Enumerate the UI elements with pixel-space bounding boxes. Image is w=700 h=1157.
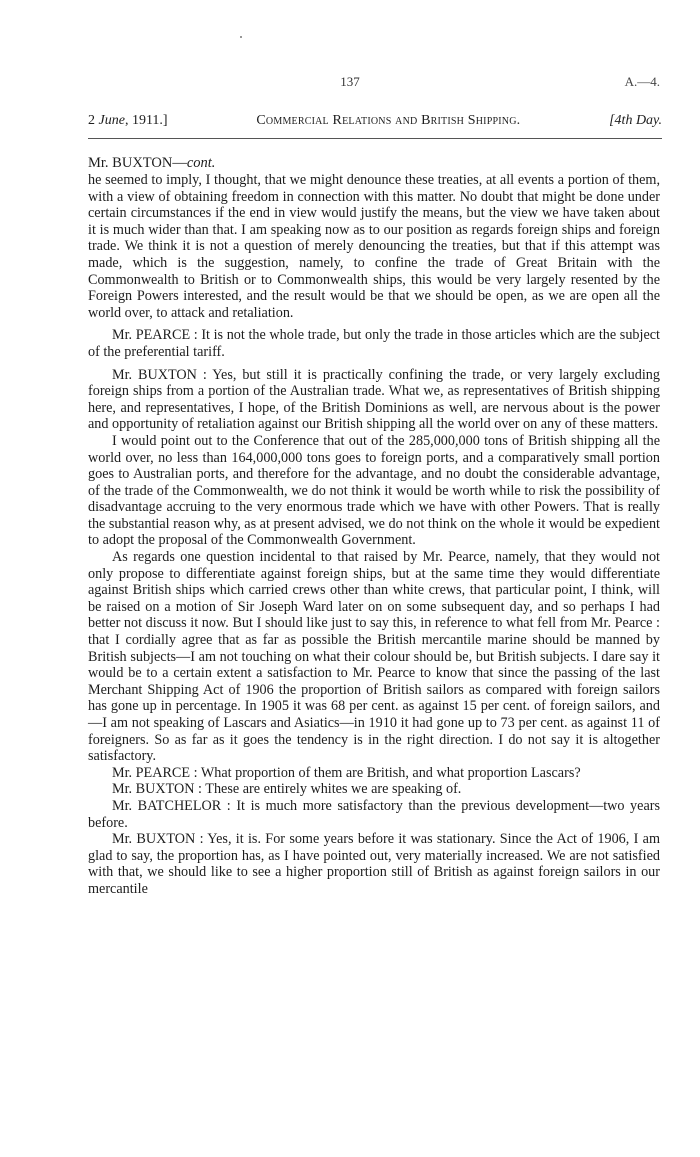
paragraph <box>88 549 660 765</box>
page-number: 137 <box>340 74 360 89</box>
paragraph-text: Yes, but still it is practically confining the trade, or very largely excluding foreign ships from a portion of the Australian trade. What we, as representatives of British shipping here, and representatives, I hope, of the British Dominions as well, are nervous about is the power and opportunity of retaliation against our British shipping all the world over on any of these matters. <box>88 366 660 433</box>
running-head-subject: Commercial Relations and British Shipping. <box>256 113 521 128</box>
paragraph-text: It is much more satisfactory than the previous development—two years before. <box>88 797 660 831</box>
paragraph-speaker: Mr. BUXTON : <box>112 366 207 383</box>
paragraph-speaker: Mr. BUXTON : <box>112 781 202 798</box>
date-day: 2 <box>88 113 99 128</box>
running-head-day: [4th Day. <box>609 113 662 128</box>
date-month: June <box>98 113 125 128</box>
paragraph-text: It is not the whole trade, but only the trade in those articles which are the subject of the preferential tariff. <box>88 327 660 360</box>
paragraph-speaker: Mr. PEARCE : <box>112 327 198 344</box>
paragraph <box>88 433 660 549</box>
date-year: , 1911.] <box>124 113 168 128</box>
running-head-date <box>88 112 168 130</box>
transcript-body <box>88 172 660 898</box>
paragraph-speaker: Mr. PEARCE : <box>112 764 198 781</box>
speaker-heading <box>88 154 215 172</box>
paragraph <box>88 327 660 360</box>
paragraph-text: Yes, it is. For some years before it was stationary. Since the Act of 1906, I am glad to say, the proportion has, as I have pointed out, very materially increased. We are not satisfied with that, we should like to see a higher proportion still of British as against foreign sailors in our mercantile <box>88 831 660 897</box>
running-head <box>88 112 662 130</box>
speaker-heading-name: Mr. BUXTON— <box>88 155 187 171</box>
paragraph <box>88 831 660 897</box>
document-reference: A.—4. <box>624 74 660 89</box>
paragraph-text: What proportion of them are British, and what proportion Lascars? <box>197 764 581 781</box>
paragraph <box>88 765 660 782</box>
paragraph-text: he seemed to imply, I thought, that we might denounce these treaties, at all events a portion of them, with a view of obtaining freedom in connection with this matter. No doubt that might be done under certain circumstances if the end in view would justify the means, but the view we have taken about it is much wider than that. I am speaking now as to our position as regards foreign ships and foreign trade. We think it is not a question of merely denouncing the treaties, but that if this attempt was made, which is the suggestion, namely, to confine the trade of Great Britain with the Commonwealth to British or to Commonwealth ships, this would be very largely resented by the Foreign Powers interested, and the result would be that we should be open, as we are open all the world over, to attack and retaliation. <box>88 172 660 321</box>
paragraph <box>88 798 660 831</box>
paragraph-text: As regards one question incidental to that raised by Mr. Pearce, namely, that they would not only propose to differentiate against foreign ships, but at the same time they would differentiate against British ships which carried crews other than white crews, that particular point, I think, will be raised on a motion of Sir Joseph Ward later on on some subsequent day, and so perhaps I had better not discuss it now. But I should like just to say this, in reference to what fell from Mr. Pearce : that I cordially agree that as far as possible the British mercantile marine should be manned by British subjects—I am not touching on what their colour should be, but British subjects. I dare say it would be to a certain extent a satisfaction to Mr. Pearce to know that since the passing of the last Merchant Shipping Act of 1906 the proportion of British sailors as compared with foreign sailors has gone up in percentage. In 1905 it was 68 per cent. as against 15 per cent. of foreign sailors, and—I am not speaking of Lascars and Asiatics—in 1910 it had gone up to 73 per cent. as against 11 of foreigners. So as far as it goes the tendency is in the right direction. I do not say it is altogether satisfactory. <box>88 549 660 765</box>
paragraph-text: These are entirely whites we are speaking of. <box>202 781 462 798</box>
header-rule <box>88 138 662 139</box>
speaker-heading-cont: cont. <box>186 155 216 171</box>
paragraph <box>88 367 660 433</box>
paragraph-text: I would point out to the Conference that out of the 285,000,000 tons of British shipping all the world over, no less than 164,000,000 tons goes to foreign ports, and a comparatively small portion goes to Australian ports, and therefore for the advantage, and no doubt the considerable advantage, of the trade of the Commonwealth, we do not think it would be worth while to risk the possibility of disadvantage accruing to the very enormous trade which we have with other Powers. That is really the substantial reason why, as at present advised, we do not think on the whole it would be expedient to adopt the proposal of the Commonwealth Government. <box>88 432 660 549</box>
paragraph <box>88 172 660 321</box>
scan-speck <box>240 36 242 38</box>
paragraph-speaker: Mr. BUXTON : <box>112 831 204 848</box>
paragraph-speaker: Mr. BATCHELOR : <box>112 797 231 814</box>
paragraph <box>88 781 660 798</box>
